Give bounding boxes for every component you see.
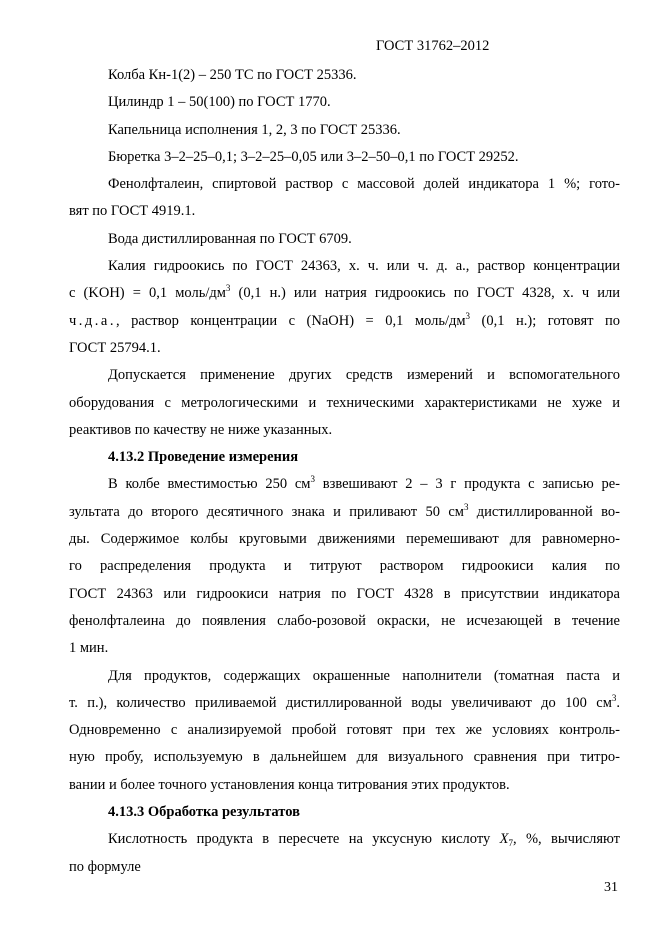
equipment-item: Капельница исполнения 1, 2, 3 по ГОСТ 25336.: [108, 121, 401, 138]
text-span: зультата до второго десятичного знака и приливают 50 см: [69, 503, 464, 520]
phenolphthalein-line: Фенолфталеин, спиртовой раствор с массовой долей индикатора 1 %; гото-: [108, 176, 620, 193]
text-span: (0,1 н.) или натрия гидроокись по ГОСТ 4328, х. ч или: [230, 285, 620, 302]
results-line: [69, 826, 620, 853]
section-heading-measurement: 4.13.2 Проведение измерения: [108, 449, 299, 466]
superscript: 3: [310, 474, 315, 485]
colored-line: ную пробу, используемую в дальнейшем для визуального сравнения при титро-: [69, 749, 620, 766]
colored-line: Одновременно с анализируемой пробой готовят при тех же условиях контроль-: [69, 722, 620, 739]
doc-number-header: ГОСТ 31762–2012: [376, 38, 490, 54]
subscript: 7: [508, 838, 513, 849]
document-body: [69, 62, 620, 881]
alkali-line: Калия гидроокись по ГОСТ 24363, х. ч. или ч. д. а., раствор концентрации: [108, 258, 620, 275]
text-span: Кислотность продукта в пересчете на уксусную кислоту: [108, 831, 500, 848]
measure-line: ды. Содержимое колбы круговыми движениями перемешивают для равномерно-: [69, 531, 620, 548]
text-span: .: [616, 694, 620, 711]
allowed-line: реактивов по качеству не ниже указанных.: [69, 421, 333, 438]
superscript: 3: [463, 501, 469, 512]
allowed-line: оборудования с метрологическими и техническими характеристиками не хуже и: [69, 394, 620, 411]
results-line: по формуле: [69, 858, 141, 875]
measure-line: го распределения продукта и титруют раствором гидроокиси калия по: [69, 558, 620, 575]
text-span: т. п.), количество приливаемой дистиллированной воды увеличивают до 100 см: [69, 694, 612, 711]
alkali-line: [69, 280, 620, 307]
colored-line: вании и более точного установления конца титрования этих продуктов.: [69, 776, 510, 793]
equipment-item: Бюретка 3–2–25–0,1; 3–2–25–0,05 или 3–2–50–0,1 по ГОСТ 29252.: [108, 148, 519, 165]
allowed-line: Допускается применение других средств измерений и вспомогательного: [108, 367, 620, 384]
equipment-item: Колба Кн-1(2) – 250 ТС по ГОСТ 25336.: [108, 67, 357, 83]
section-heading-results: 4.13.3 Обработка результатов: [108, 804, 300, 821]
text-span: взвешивают 2 – 3 г продукта с записью ре-: [314, 476, 620, 493]
text-span: (0,1 н.); готовят по: [470, 312, 620, 329]
alkali-line: [69, 308, 620, 335]
text-span: В колбе вместимостью 250 см: [108, 476, 311, 493]
phenolphthalein-line: вят по ГОСТ 4919.1.: [69, 203, 196, 220]
text-span: , %, вычисляют: [512, 831, 620, 848]
measure-line: фенолфталеина до появления слабо-розовой окраски, не исчезающей в течение: [69, 612, 620, 629]
equipment-item: Цилиндр 1 – 50(100) по ГОСТ 1770.: [108, 94, 331, 111]
text-span: дистиллированной во-: [468, 503, 620, 520]
measure-line: ГОСТ 24363 или гидроокиси натрия по ГОСТ 4328 в присутствии индикатора: [69, 585, 620, 602]
measure-line: [69, 471, 620, 498]
text-span: ч.д.а.: [69, 312, 116, 329]
water-line: Вода дистиллированная по ГОСТ 6709.: [108, 230, 352, 247]
variable-x: X: [499, 831, 509, 848]
alkali-line: ГОСТ 25794.1.: [69, 339, 161, 356]
text-span: , раствор концентрации с (NaOH) = 0,1 моль/дм: [115, 312, 466, 329]
text-span: с (KOH) = 0,1 моль/дм: [69, 285, 226, 302]
colored-line: Для продуктов, содержащих окрашенные наполнители (томатная паста и: [108, 667, 620, 684]
measure-line: 1 мин.: [69, 640, 109, 657]
page-number: 31: [604, 880, 618, 895]
superscript: 3: [225, 283, 231, 294]
colored-line: [69, 690, 620, 717]
superscript: 3: [465, 310, 471, 321]
measure-line: [69, 499, 620, 526]
superscript: 3: [611, 692, 617, 703]
